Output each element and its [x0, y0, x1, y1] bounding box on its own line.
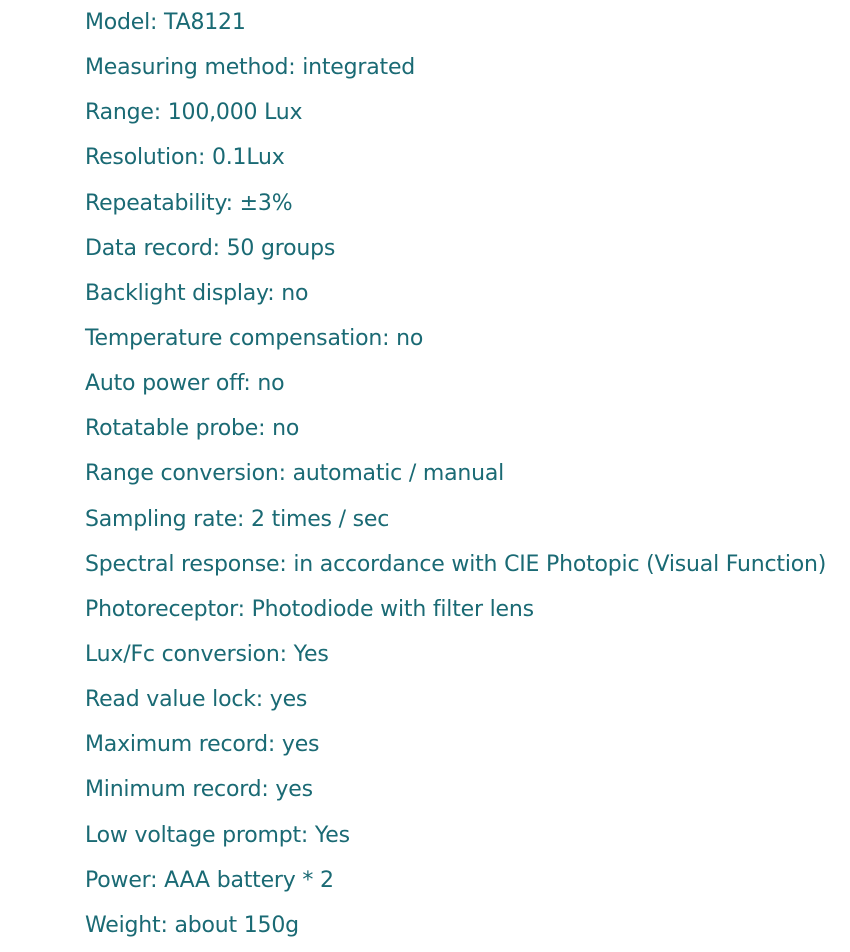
spec-repeatability: Repeatability: ±3% [85, 190, 293, 216]
spec-photoreceptor: Photoreceptor: Photodiode with filter lens [85, 596, 534, 622]
spec-list [85, 0, 826, 948]
spec-power: Power: AAA battery * 2 [85, 867, 334, 893]
spec-temperature-compensation: Temperature compensation: no [85, 325, 424, 351]
spec-range: Range: 100,000 Lux [85, 100, 303, 126]
spec-backlight-display: Backlight display: no [85, 280, 309, 306]
spec-weight: Weight: about 150g [85, 912, 299, 938]
spec-auto-power-off: Auto power off: no [85, 371, 285, 397]
spec-read-value-lock: Read value lock: yes [85, 687, 308, 713]
spec-lux-fc-conversion: Lux/Fc conversion: Yes [85, 641, 329, 667]
spec-maximum-record: Maximum record: yes [85, 732, 320, 758]
spec-sampling-rate: Sampling rate: 2 times / sec [85, 506, 390, 532]
spec-spectral-response: Spectral response: in accordance with CIE Photopic (Visual Function) [85, 551, 827, 577]
spec-resolution: Resolution: 0.1Lux [85, 145, 285, 171]
spec-low-voltage-prompt: Low voltage prompt: Yes [85, 822, 350, 848]
spec-measuring-method: Measuring method: integrated [85, 55, 416, 81]
spec-minimum-record: Minimum record: yes [85, 777, 313, 803]
spec-data-record: Data record: 50 groups [85, 235, 336, 261]
spec-range-conversion: Range conversion: automatic / manual [85, 461, 505, 487]
spec-rotatable-probe: Rotatable probe: no [85, 416, 300, 442]
spec-model: Model: TA8121 [85, 10, 246, 35]
